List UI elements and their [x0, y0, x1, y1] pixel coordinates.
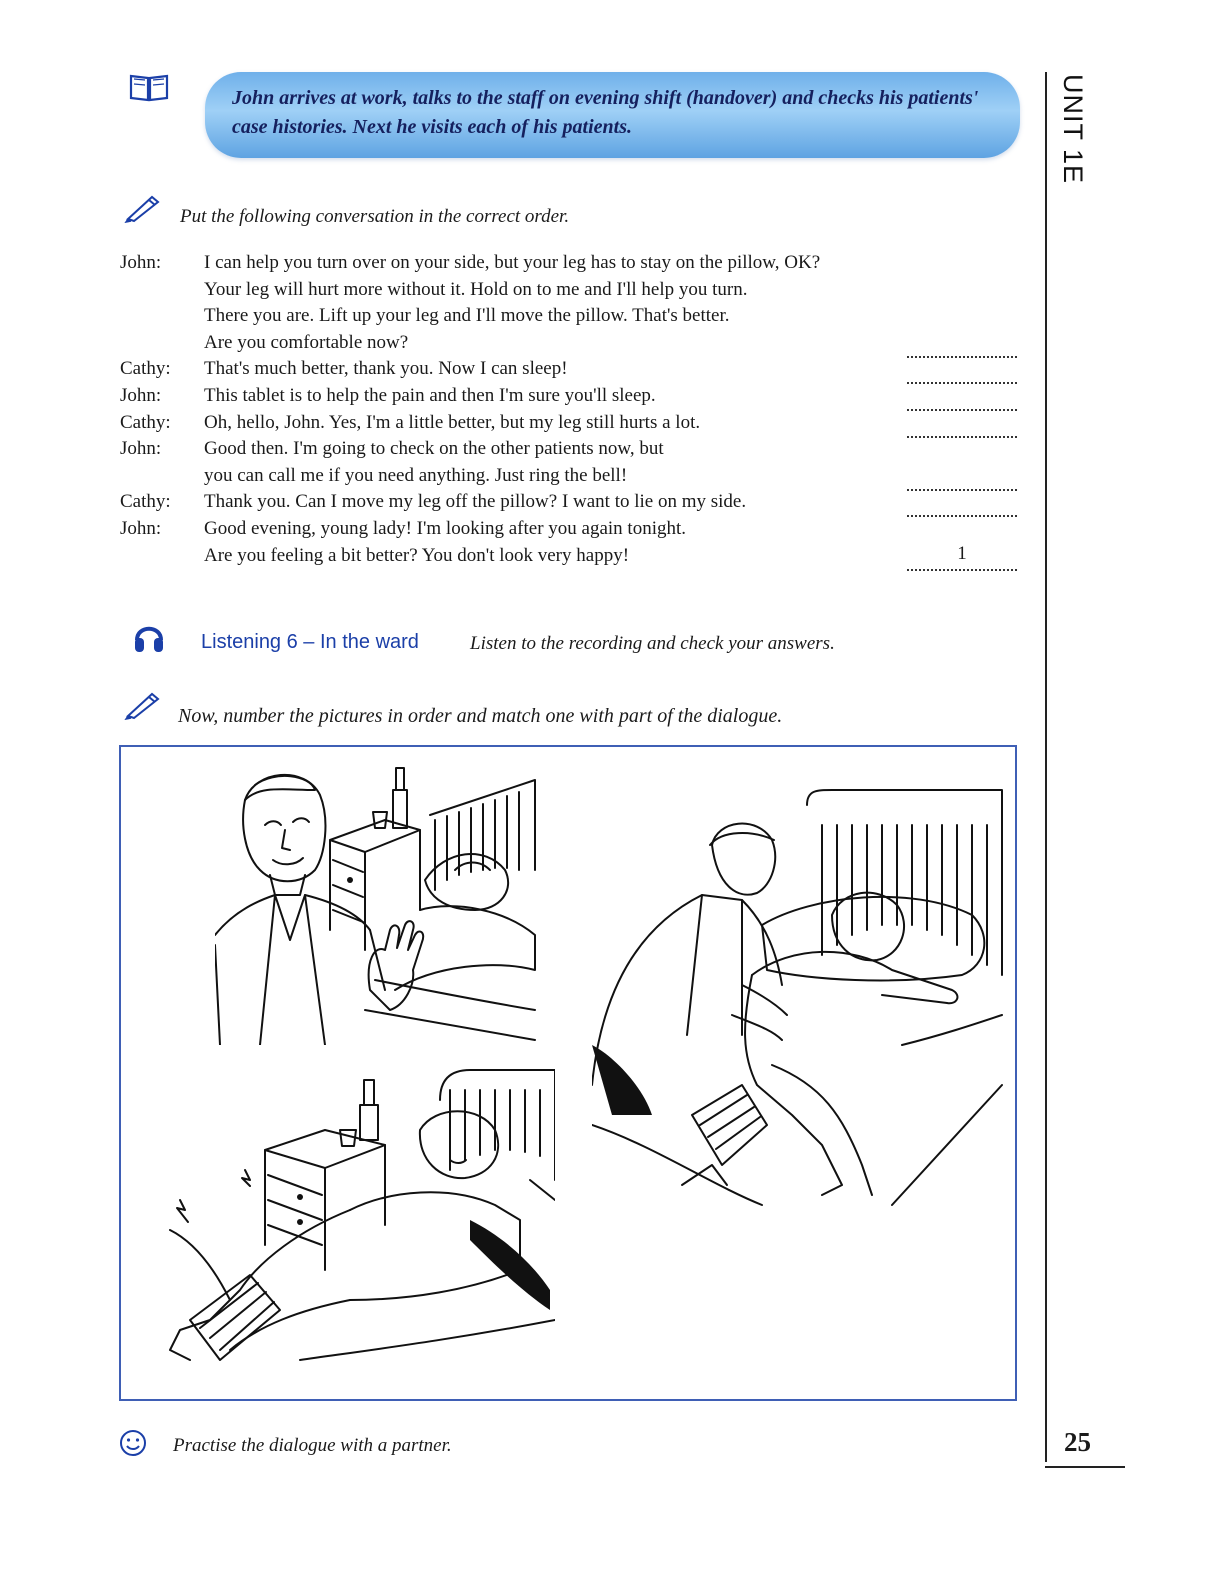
dialogue-line: This tablet is to help the pain and then I'm sure you'll sleep. [204, 384, 656, 406]
picture-girl-in-pain [150, 1060, 555, 1385]
speaker: Cathy: [120, 491, 171, 513]
pencil-icon [122, 193, 162, 223]
dialogue-turn [120, 436, 1040, 489]
dialogue-turn [120, 410, 1040, 437]
dialogue-turn [120, 356, 1040, 383]
speaker: John: [120, 384, 162, 406]
dialogue-line: There you are. Lift up your leg and I'll move the pillow. That's better. [204, 305, 730, 327]
task1-instruction: Put the following conversation in the correct order. [180, 206, 570, 227]
margin-rule [1045, 72, 1047, 1462]
footer-instruction: Practise the dialogue with a partner. [173, 1435, 452, 1456]
dialogue-line: Oh, hello, John. Yes, I'm a little better, but my leg still hurts a lot. [204, 411, 701, 433]
dialogue-turn [120, 383, 1040, 410]
answer-blank[interactable] [907, 360, 1017, 384]
dialogue-line: Are you comfortable now? [204, 331, 409, 353]
page-number: 25 [1064, 1427, 1091, 1457]
speaker: Cathy: [120, 411, 171, 433]
answer-blank[interactable] [907, 493, 1017, 517]
answer-blank[interactable]: 1 [907, 547, 1017, 571]
unit-label: UNIT 1E [1058, 74, 1088, 185]
speaker: John: [120, 438, 162, 460]
dialogue-line: Your leg will hurt more without it. Hold on to me and I'll help you turn. [204, 278, 748, 300]
answer-blank[interactable] [907, 334, 1017, 358]
pencil-icon [122, 690, 162, 720]
dialogue-line: That's much better, thank you. Now I can sleep! [204, 358, 568, 380]
answer-blank[interactable] [907, 467, 1017, 491]
listening-instruction: Listen to the recording and check your answers. [470, 633, 835, 654]
intro-banner-text: John arrives at work, talks to the staff on evening shift (handover) and checks his patients' case histories. Next he visits each of his patients. [232, 87, 979, 138]
answer-blank[interactable] [907, 387, 1017, 411]
listening-title: Listening 6 – In the ward [201, 631, 419, 653]
dialogue-line: you can call me if you need anything. Just ring the bell! [204, 464, 628, 486]
dialogue-line: Good evening, young lady! I'm looking after you again tonight. [204, 517, 687, 539]
dialogue-line: I can help you turn over on your side, but your leg has to stay on the pillow, OK? [204, 252, 821, 273]
page-number-rule [1045, 1466, 1125, 1468]
picture-doctor-waving [215, 760, 540, 1045]
picture-doctor-helping [592, 785, 1004, 1210]
smiley-icon [118, 1428, 148, 1458]
speaker: John: [120, 517, 162, 539]
dialogue-turn [120, 250, 1040, 356]
dialogue-turn [120, 489, 1040, 516]
speaker: Cathy: [120, 358, 171, 380]
dialogue-line: Are you feeling a bit better? You don't look very happy! [204, 544, 630, 566]
task2-instruction: Now, number the pictures in order and match one with part of the dialogue. [178, 705, 783, 727]
headphones-icon [133, 620, 165, 654]
book-icon [128, 72, 170, 104]
dialogue [120, 250, 1040, 569]
dialogue-line: Thank you. Can I move my leg off the pillow? I want to lie on my side. [204, 491, 747, 513]
dialogue-line: Good then. I'm going to check on the other patients now, but [204, 438, 664, 460]
speaker: John: [120, 252, 162, 273]
dialogue-turn [120, 516, 1040, 569]
answer-blank[interactable] [907, 414, 1017, 438]
